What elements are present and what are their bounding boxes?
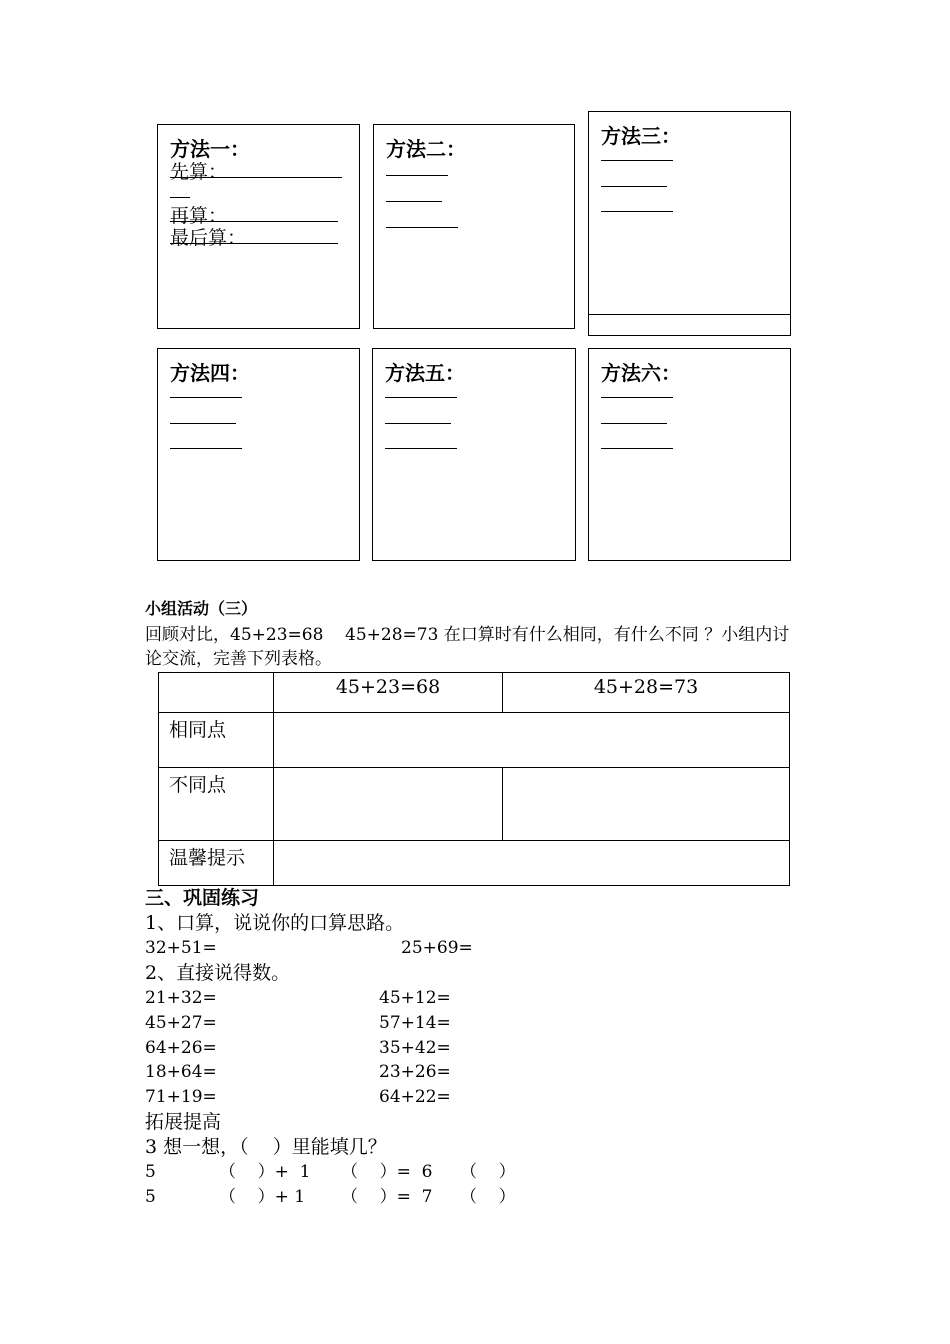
method-1-first-blank[interactable] [170, 177, 342, 178]
method-3-blank-3[interactable] [601, 211, 673, 212]
q2-right-item: 64+22= [379, 1087, 451, 1107]
method-3-blank-1[interactable] [601, 160, 673, 161]
method-box-3 [588, 111, 791, 315]
comparison-table [158, 672, 790, 886]
activity-intro-line-1: 回顾对比，45+23=68 45+28=73 在口算时有什么相同，有什么不同 ？小组内讨 [145, 625, 790, 645]
q2-right-item: 57+14= [379, 1013, 451, 1033]
table-header-col2: 45+28=73 [503, 673, 790, 713]
q3-line-1-a: 5 [145, 1162, 156, 1182]
q3-line-1-c: （ ）= 6 [341, 1162, 433, 1182]
table-row-same-label: 相同点 [159, 713, 274, 768]
q3-line-1-d: （ ） [460, 1162, 516, 1182]
method-box-1 [157, 124, 360, 329]
method-1-then-label: 再算： [170, 205, 228, 227]
table-row-diff-cell-1[interactable] [274, 768, 503, 841]
table-row-diff-label: 不同点 [159, 768, 274, 841]
method-4-blank-2[interactable] [170, 423, 236, 424]
practice-q3: 3 想一想，（ ）里能填几？ [145, 1136, 387, 1158]
table-row-diff-cell-2[interactable] [503, 768, 790, 841]
method-2-blank-2[interactable] [386, 201, 442, 202]
q3-line-2-c: （ ）= 7 [341, 1187, 433, 1207]
method-5-blank-1[interactable] [385, 397, 457, 398]
method-1-last-label: 最后算： [170, 227, 247, 249]
table-row-tip-label: 温馨提示 [159, 841, 274, 886]
practice-extend: 拓展提高 [145, 1111, 222, 1133]
method-6-title: 方法六： [601, 361, 681, 385]
method-2-title: 方法二： [386, 137, 466, 161]
method-5-title: 方法五： [385, 361, 465, 385]
method-1-then-blank[interactable] [170, 221, 338, 222]
q3-line-2-b: （ ）+ 1 [219, 1187, 306, 1207]
method-6-blank-1[interactable] [601, 397, 673, 398]
q2-left-item: 45+27= [145, 1013, 217, 1033]
table-row-tip-cell[interactable] [274, 841, 790, 886]
practice-q1-b: 25+69= [401, 938, 473, 958]
q2-right-item: 35+42= [379, 1038, 451, 1058]
q3-line-2-a: 5 [145, 1187, 156, 1207]
method-6-blank-3[interactable] [601, 448, 673, 449]
method-box-3-strip [588, 314, 791, 336]
practice-q1: 1、口算，说说你的口算思路。 [145, 912, 405, 934]
method-1-last-blank[interactable] [170, 243, 338, 244]
method-1-first-blank-extra[interactable] [170, 197, 190, 198]
table-row-same-cell[interactable] [274, 713, 790, 768]
method-box-6 [588, 348, 791, 561]
method-box-5 [372, 348, 576, 561]
method-4-title: 方法四： [170, 361, 250, 385]
q3-line-1-b: （ ）+ 1 [219, 1162, 311, 1182]
practice-heading: 三、巩固练习 [145, 887, 260, 909]
q2-left-item: 18+64= [145, 1062, 217, 1082]
q2-right-item: 23+26= [379, 1062, 451, 1082]
method-box-2 [373, 124, 575, 329]
q2-left-item: 71+19= [145, 1087, 217, 1107]
method-5-blank-2[interactable] [385, 423, 451, 424]
table-corner-cell [159, 673, 274, 713]
practice-q2: 2、直接说得数。 [145, 962, 291, 984]
activity-intro-line-2: 论交流，完善下列表格。 [145, 649, 332, 669]
method-2-blank-3[interactable] [386, 227, 458, 228]
method-3-blank-2[interactable] [601, 186, 667, 187]
q2-right-item: 45+12= [379, 988, 451, 1008]
method-5-blank-3[interactable] [385, 448, 457, 449]
method-box-4 [157, 348, 360, 561]
method-3-title: 方法三： [601, 124, 681, 148]
q2-left-item: 21+32= [145, 988, 217, 1008]
method-1-title: 方法一： [170, 137, 250, 161]
activity-heading: 小组活动（三） [145, 599, 258, 618]
practice-q1-a: 32+51= [145, 938, 217, 958]
method-6-blank-2[interactable] [601, 423, 667, 424]
table-header-col1: 45+23=68 [274, 673, 503, 713]
method-2-blank-1[interactable] [386, 175, 448, 176]
q2-left-item: 64+26= [145, 1038, 217, 1058]
method-4-blank-1[interactable] [170, 397, 242, 398]
q3-line-2-d: （ ） [460, 1187, 516, 1207]
method-1-first-label: 先算： [170, 161, 228, 183]
method-4-blank-3[interactable] [170, 448, 242, 449]
